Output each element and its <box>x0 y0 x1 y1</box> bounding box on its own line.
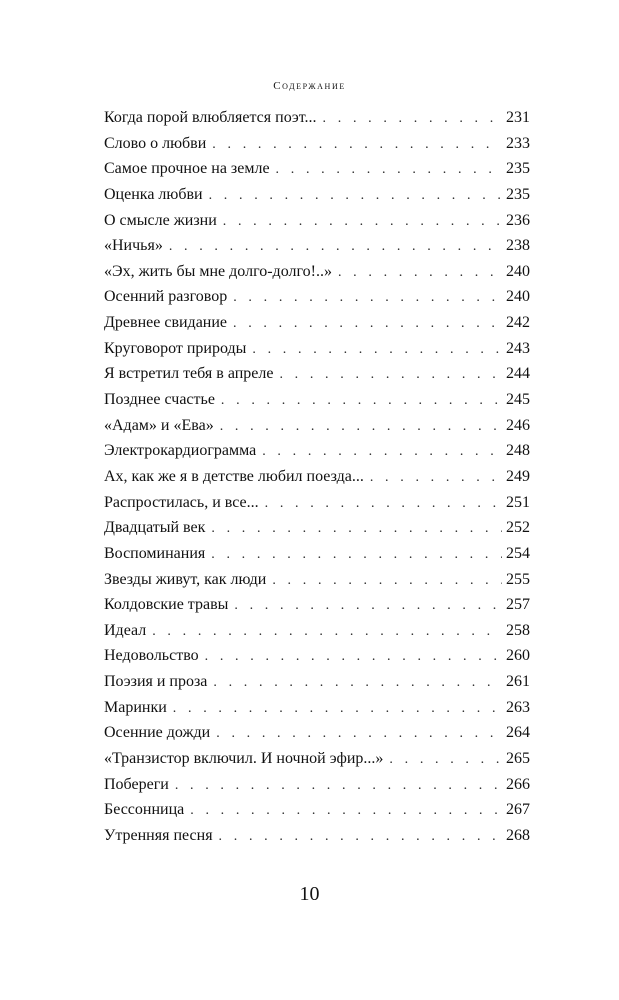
toc-entry <box>104 823 530 849</box>
toc-entry-page: 254 <box>506 544 530 562</box>
toc-entry-page: 255 <box>506 570 530 588</box>
toc-entry <box>104 695 530 721</box>
toc-dot-leader <box>211 516 502 541</box>
toc-entry-title: Распростилась, и все... <box>104 490 265 516</box>
toc-entry <box>104 643 530 669</box>
toc-dot-leader <box>265 491 502 516</box>
toc-entry <box>104 541 530 567</box>
toc-entry <box>104 797 530 823</box>
toc-entry <box>104 464 530 490</box>
toc-entry-page: 235 <box>506 160 530 178</box>
toc-entry-page: 245 <box>506 391 530 409</box>
toc-entry <box>104 131 530 157</box>
toc-entry-title: Колдовские травы <box>104 592 234 618</box>
toc-entry-page: 261 <box>506 673 530 691</box>
toc-entry-page: 240 <box>506 262 530 280</box>
toc-dot-leader <box>175 773 502 798</box>
toc-entry-title: Побереги <box>104 772 175 798</box>
toc-entry-page: 238 <box>506 237 530 255</box>
toc-entry-page: 263 <box>506 698 530 716</box>
toc-entry-title: Древнее свидание <box>104 310 233 336</box>
toc-dot-leader <box>152 619 502 644</box>
toc-entry <box>104 567 530 593</box>
toc-entry-title: Электрокардиограмма <box>104 438 262 464</box>
toc-entry-title: Осенний разговор <box>104 284 233 310</box>
toc-entry-title: О смысле жизни <box>104 208 223 234</box>
toc-entry <box>104 310 530 336</box>
toc-dot-leader <box>169 234 502 259</box>
toc-dot-leader <box>211 542 502 567</box>
toc-entry-title: Позднее счастье <box>104 387 221 413</box>
toc-dot-leader <box>233 285 502 310</box>
toc-entry <box>104 772 530 798</box>
toc-entry <box>104 592 530 618</box>
toc-entry-title: Бессонница <box>104 797 190 823</box>
toc-entry-page: 257 <box>506 596 530 614</box>
toc-dot-leader <box>205 644 502 669</box>
toc-entry-page: 264 <box>506 724 530 742</box>
toc-dot-leader <box>220 414 502 439</box>
toc-dot-leader <box>233 311 502 336</box>
toc-entry-page: 243 <box>506 339 530 357</box>
toc-entry-page: 233 <box>506 134 530 152</box>
toc-entry-page: 258 <box>506 621 530 639</box>
toc-entry <box>104 259 530 285</box>
toc-entry <box>104 413 530 439</box>
toc-dot-leader <box>338 260 502 285</box>
toc-dot-leader <box>252 337 502 362</box>
toc-entry <box>104 438 530 464</box>
toc-dot-leader <box>389 747 502 772</box>
toc-dot-leader <box>223 209 502 234</box>
toc-dot-leader <box>190 798 502 823</box>
toc-dot-leader <box>279 362 502 387</box>
toc-entry-title: Круговорот природы <box>104 336 252 362</box>
toc-entry-title: Осенние дожди <box>104 720 216 746</box>
toc-dot-leader <box>262 439 502 464</box>
table-of-contents <box>104 105 530 849</box>
toc-entry <box>104 720 530 746</box>
toc-dot-leader <box>216 721 502 746</box>
toc-entry-page: 268 <box>506 826 530 844</box>
toc-entry-page: 235 <box>506 185 530 203</box>
toc-dot-leader <box>323 106 502 131</box>
toc-dot-leader <box>221 388 502 413</box>
toc-entry-page: 242 <box>506 314 530 332</box>
toc-entry-page: 248 <box>506 442 530 460</box>
toc-entry-page: 236 <box>506 211 530 229</box>
toc-entry-title: Утренняя песня <box>104 823 219 849</box>
toc-entry-page: 244 <box>506 365 530 383</box>
toc-entry-page: 266 <box>506 775 530 793</box>
toc-entry-page: 249 <box>506 467 530 485</box>
toc-entry-page: 260 <box>506 647 530 665</box>
toc-entry-title: Воспоминания <box>104 541 211 567</box>
toc-entry-title: Ах, как же я в детстве любил поезда... <box>104 464 370 490</box>
toc-entry-page: 252 <box>506 519 530 537</box>
toc-entry <box>104 669 530 695</box>
toc-dot-leader <box>272 568 502 593</box>
toc-entry-page: 251 <box>506 493 530 511</box>
toc-entry-page: 231 <box>506 109 530 126</box>
toc-entry-title: Я встретил тебя в апреле <box>104 361 279 387</box>
toc-entry <box>104 746 530 772</box>
toc-entry <box>104 156 530 182</box>
page-header-title: Содержание <box>273 80 346 92</box>
toc-entry-title: Недовольство <box>104 643 205 669</box>
toc-entry <box>104 105 530 131</box>
toc-entry <box>104 182 530 208</box>
toc-entry <box>104 618 530 644</box>
toc-entry-page: 267 <box>506 801 530 819</box>
toc-dot-leader <box>234 593 502 618</box>
toc-entry <box>104 387 530 413</box>
toc-entry-title: Маринки <box>104 695 173 721</box>
toc-entry <box>104 284 530 310</box>
toc-entry <box>104 336 530 362</box>
toc-entry-title: «Адам» и «Ева» <box>104 413 220 439</box>
toc-dot-leader <box>209 183 502 208</box>
toc-entry-page: 240 <box>506 288 530 306</box>
toc-dot-leader <box>370 465 502 490</box>
toc-entry-page: 246 <box>506 416 530 434</box>
toc-entry <box>104 490 530 516</box>
toc-entry-title: Двадцатый век <box>104 515 211 541</box>
toc-dot-leader <box>219 824 502 849</box>
page-number: 10 <box>299 883 320 905</box>
toc-entry-title: Звезды живут, как люди <box>104 567 272 593</box>
toc-entry <box>104 233 530 259</box>
toc-entry-title: Самое прочное на земле <box>104 156 276 182</box>
toc-dot-leader <box>173 696 502 721</box>
toc-entry-title: Поэзия и проза <box>104 669 213 695</box>
toc-entry <box>104 515 530 541</box>
toc-entry-title: «Эх, жить бы мне долго-долго!..» <box>104 259 338 285</box>
toc-entry-title: «Транзистор включил. И ночной эфир...» <box>104 746 389 772</box>
toc-entry <box>104 361 530 387</box>
toc-entry-title: Идеал <box>104 618 152 644</box>
toc-dot-leader <box>213 670 502 695</box>
toc-entry-page: 265 <box>506 750 530 768</box>
toc-entry-title: «Ничья» <box>104 233 169 259</box>
toc-dot-leader <box>212 132 502 157</box>
toc-entry <box>104 208 530 234</box>
toc-dot-leader <box>276 157 502 182</box>
toc-entry-title: Когда порой влюбляется поэт... <box>104 105 323 131</box>
toc-entry-title: Оценка любви <box>104 182 209 208</box>
toc-entry-title: Слово о любви <box>104 131 212 157</box>
